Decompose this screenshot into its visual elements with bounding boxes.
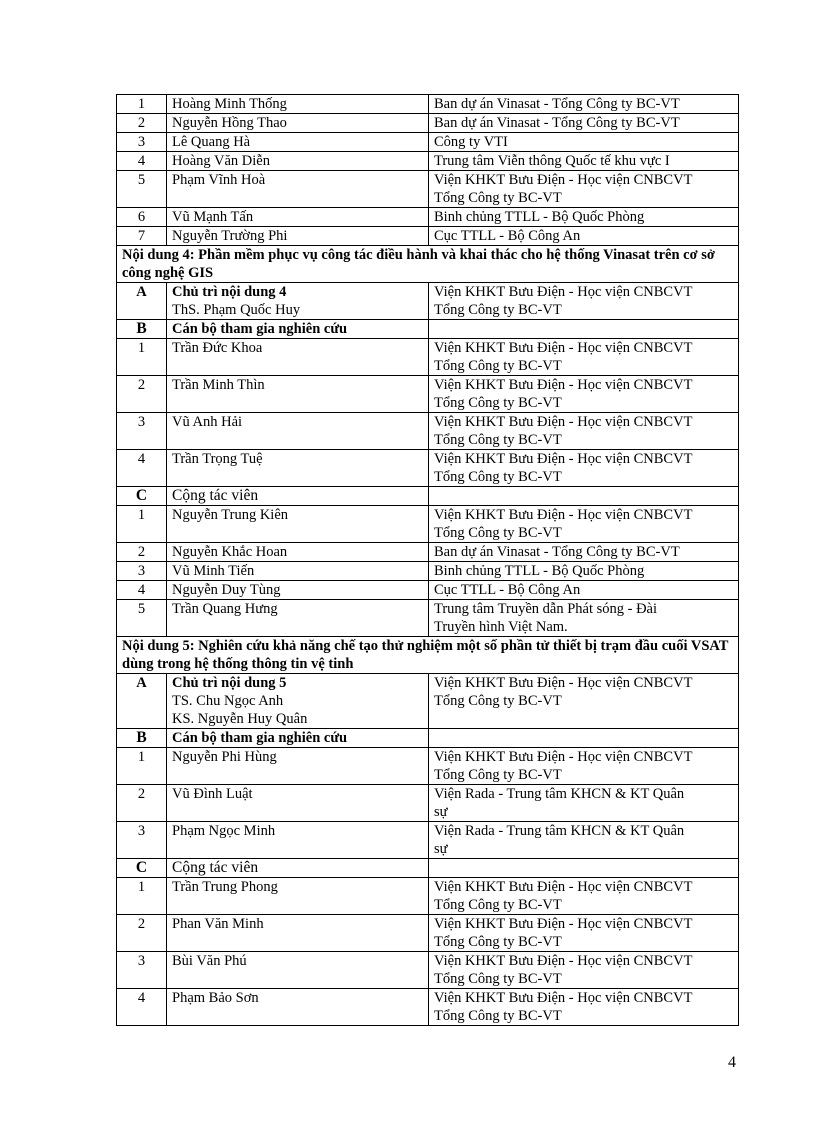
member-row (117, 376, 739, 413)
organization: Trung tâm Truyền dẫn Phát sóng - Đài Truyền hình Việt Nam. (429, 600, 739, 637)
lead-row (117, 283, 739, 320)
table-body (117, 95, 739, 1026)
member-row (117, 450, 739, 487)
group-title: Cộng tác viên (167, 859, 429, 878)
group-heading-row (117, 729, 739, 748)
organization: Viện KHKT Bưu Điện - Học viện CNBCVT Tổng Công ty BC-VT (429, 171, 739, 208)
row-number: 4 (117, 989, 167, 1026)
member-name: Nguyễn Trường Phi (167, 227, 429, 246)
organization: Viện KHKT Bưu Điện - Học viện CNBCVT Tổng Công ty BC-VT (429, 450, 739, 487)
row-number: 1 (117, 95, 167, 114)
row-number: 1 (117, 748, 167, 785)
member-name: Hoàng Văn Diễn (167, 152, 429, 171)
organization: Viện KHKT Bưu Điện - Học viện CNBCVT Tổng Công ty BC-VT (429, 748, 739, 785)
member-row (117, 543, 739, 562)
member-name: Trần Quang Hưng (167, 600, 429, 637)
member-name: Vũ Đình Luật (167, 785, 429, 822)
member-name: Vũ Minh Tiến (167, 562, 429, 581)
organization: Viện KHKT Bưu Điện - Học viện CNBCVT Tổng Công ty BC-VT (429, 283, 739, 320)
row-number: 2 (117, 543, 167, 562)
organization: Viện KHKT Bưu Điện - Học viện CNBCVT Tổng Công ty BC-VT (429, 878, 739, 915)
organization: Trung tâm Viễn thông Quốc tế khu vực I (429, 152, 739, 171)
member-row (117, 506, 739, 543)
row-number: 2 (117, 376, 167, 413)
row-number: A (117, 283, 167, 320)
organization (429, 729, 739, 748)
member-name: Phạm Bảo Sơn (167, 989, 429, 1026)
lead-names: TS. Chu Ngọc Anh KS. Nguyễn Huy Quân (172, 693, 308, 727)
group-heading-row (117, 320, 739, 339)
member-row (117, 952, 739, 989)
section-heading-row (117, 637, 739, 674)
row-number: 3 (117, 413, 167, 450)
organization: Viện KHKT Bưu Điện - Học viện CNBCVT Tổng Công ty BC-VT (429, 674, 739, 729)
member-name: Trần Trọng Tuệ (167, 450, 429, 487)
member-row (117, 413, 739, 450)
group-title: Cán bộ tham gia nghiên cứu (167, 320, 429, 339)
page-number: 4 (728, 1054, 736, 1071)
member-name: Phạm Vĩnh Hoà (167, 171, 429, 208)
organization: Viện KHKT Bưu Điện - Học viện CNBCVT Tổng Công ty BC-VT (429, 376, 739, 413)
member-row (117, 989, 739, 1026)
row-number: 5 (117, 600, 167, 637)
organization: Ban dự án Vinasat - Tổng Công ty BC-VT (429, 95, 739, 114)
member-row (117, 581, 739, 600)
member-row (117, 915, 739, 952)
member-row (117, 114, 739, 133)
member-name: Nguyễn Khắc Hoan (167, 543, 429, 562)
section-heading: Nội dung 5: Nghiên cứu khả năng chế tạo thử nghiệm một số phần tử thiết bị trạm đầu cuối VSAT dùng trong hệ thống thông tin vệ tinh (117, 637, 739, 674)
organization: Cục TTLL - Bộ Công An (429, 581, 739, 600)
group-title: Cộng tác viên (167, 487, 429, 506)
row-number: 2 (117, 785, 167, 822)
member-name: Lê Quang Hà (167, 133, 429, 152)
row-number: 4 (117, 152, 167, 171)
member-row (117, 208, 739, 227)
row-number: 5 (117, 171, 167, 208)
row-number: 2 (117, 114, 167, 133)
organization (429, 859, 739, 878)
organization: Viện Rada - Trung tâm KHCN & KT Quân sự (429, 822, 739, 859)
lead-row (117, 674, 739, 729)
organization: Viện KHKT Bưu Điện - Học viện CNBCVT Tổng Công ty BC-VT (429, 952, 739, 989)
member-row (117, 171, 739, 208)
member-name: Nguyễn Phi Hùng (167, 748, 429, 785)
organization: Viện KHKT Bưu Điện - Học viện CNBCVT Tổng Công ty BC-VT (429, 915, 739, 952)
lead-title: Chủ trì nội dung 5 (172, 675, 287, 691)
member-name: Vũ Mạnh Tấn (167, 208, 429, 227)
member-row (117, 600, 739, 637)
member-row (117, 748, 739, 785)
section-heading: Nội dung 4: Phần mềm phục vụ công tác điều hành và khai thác cho hệ thống Vinasat trên cơ sở công nghệ GIS (117, 246, 739, 283)
organization: Viện KHKT Bưu Điện - Học viện CNBCVT Tổng Công ty BC-VT (429, 989, 739, 1026)
row-number: 3 (117, 562, 167, 581)
lead-cell (167, 674, 429, 729)
member-name: Nguyễn Duy Tùng (167, 581, 429, 600)
row-number: 7 (117, 227, 167, 246)
member-name: Hoàng Minh Thống (167, 95, 429, 114)
member-row (117, 785, 739, 822)
organization: Viện Rada - Trung tâm KHCN & KT Quân sự (429, 785, 739, 822)
member-name: Phạm Ngọc Minh (167, 822, 429, 859)
row-number: 6 (117, 208, 167, 227)
group-heading-row (117, 487, 739, 506)
organization: Cục TTLL - Bộ Công An (429, 227, 739, 246)
organization (429, 487, 739, 506)
member-row (117, 133, 739, 152)
member-name: Phan Văn Minh (167, 915, 429, 952)
member-row (117, 152, 739, 171)
group-title: Cán bộ tham gia nghiên cứu (167, 729, 429, 748)
row-number: 2 (117, 915, 167, 952)
row-number: 3 (117, 952, 167, 989)
organization: Ban dự án Vinasat - Tổng Công ty BC-VT (429, 543, 739, 562)
lead-cell (167, 283, 429, 320)
member-name: Nguyễn Trung Kiên (167, 506, 429, 543)
organization: Viện KHKT Bưu Điện - Học viện CNBCVT Tổng Công ty BC-VT (429, 506, 739, 543)
group-letter: B (117, 320, 167, 339)
member-name: Bùi Văn Phú (167, 952, 429, 989)
group-letter: C (117, 487, 167, 506)
group-heading-row (117, 859, 739, 878)
organization: Công ty VTI (429, 133, 739, 152)
row-number: 1 (117, 339, 167, 376)
organization: Binh chủng TTLL - Bộ Quốc Phòng (429, 562, 739, 581)
member-row (117, 339, 739, 376)
row-number: 4 (117, 581, 167, 600)
member-row (117, 95, 739, 114)
group-letter: C (117, 859, 167, 878)
lead-names: ThS. Phạm Quốc Huy (172, 302, 301, 318)
member-row (117, 878, 739, 915)
organization: Binh chủng TTLL - Bộ Quốc Phòng (429, 208, 739, 227)
organization: Ban dự án Vinasat - Tổng Công ty BC-VT (429, 114, 739, 133)
organization (429, 320, 739, 339)
member-row (117, 562, 739, 581)
group-letter: B (117, 729, 167, 748)
member-name: Trần Đức Khoa (167, 339, 429, 376)
row-number: 3 (117, 822, 167, 859)
row-number: 4 (117, 450, 167, 487)
member-name: Trần Trung Phong (167, 878, 429, 915)
member-name: Vũ Anh Hải (167, 413, 429, 450)
organization: Viện KHKT Bưu Điện - Học viện CNBCVT Tổng Công ty BC-VT (429, 413, 739, 450)
row-number: 3 (117, 133, 167, 152)
member-name: Trần Minh Thìn (167, 376, 429, 413)
section-heading-row (117, 246, 739, 283)
row-number: 1 (117, 878, 167, 915)
row-number: 1 (117, 506, 167, 543)
member-name: Nguyễn Hồng Thao (167, 114, 429, 133)
member-row (117, 822, 739, 859)
organization: Viện KHKT Bưu Điện - Học viện CNBCVT Tổng Công ty BC-VT (429, 339, 739, 376)
personnel-table (116, 94, 739, 1026)
lead-title: Chủ trì nội dung 4 (172, 284, 287, 300)
member-row (117, 227, 739, 246)
row-number: A (117, 674, 167, 729)
